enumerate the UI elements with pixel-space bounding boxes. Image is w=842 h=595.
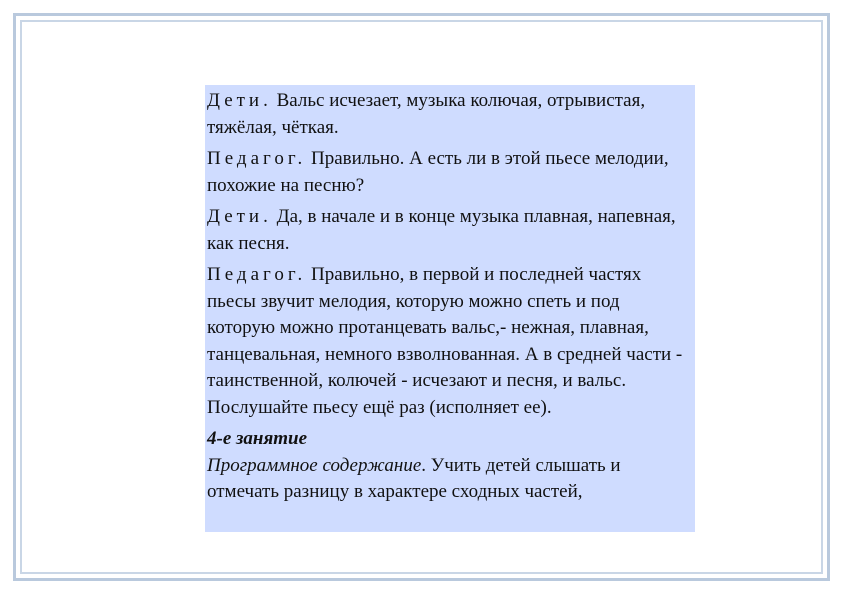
dialogue-paragraph-3 <box>207 204 692 257</box>
paragraph-text: Правильно, в первой и последней частях пьесы звучит мелодия, которую можно спеть и под которую можно протанцевать вальс,- нежная, плавная, танцевальная, немного взволнованная. А в средней части - таинственной, колючей - исчезают и песня, и вальс. Послушайте пьесу ещё раз (исполняет ее). <box>207 264 683 418</box>
speaker-label: Дети. <box>207 90 272 111</box>
lesson-heading: 4-е занятие <box>207 428 308 449</box>
dialogue-paragraph-4 <box>207 262 692 421</box>
text-box <box>205 85 695 532</box>
dialogue-paragraph-1 <box>207 88 692 141</box>
speaker-label: Педагог. <box>207 148 307 169</box>
speaker-label: Дети. <box>207 206 272 227</box>
dialogue-paragraph-2 <box>207 146 692 199</box>
program-label: Программное содержание <box>207 454 422 476</box>
speaker-label: Педагог. <box>207 264 307 285</box>
program-paragraph <box>207 453 692 506</box>
program-text: . Учить детей слышать и отмечать разницу в характере сходных частей, <box>207 454 621 502</box>
paragraph-text: Вальс исчезает, музыка колючая, отрывистая, тяжёлая, чёткая. <box>207 90 646 138</box>
paragraph-text: Да, в начале и в конце музыка плавная, напевная, как песня. <box>207 206 676 254</box>
paragraph-text: Правильно. А есть ли в этой пьесе мелодии, похожие на песню? <box>207 148 669 196</box>
